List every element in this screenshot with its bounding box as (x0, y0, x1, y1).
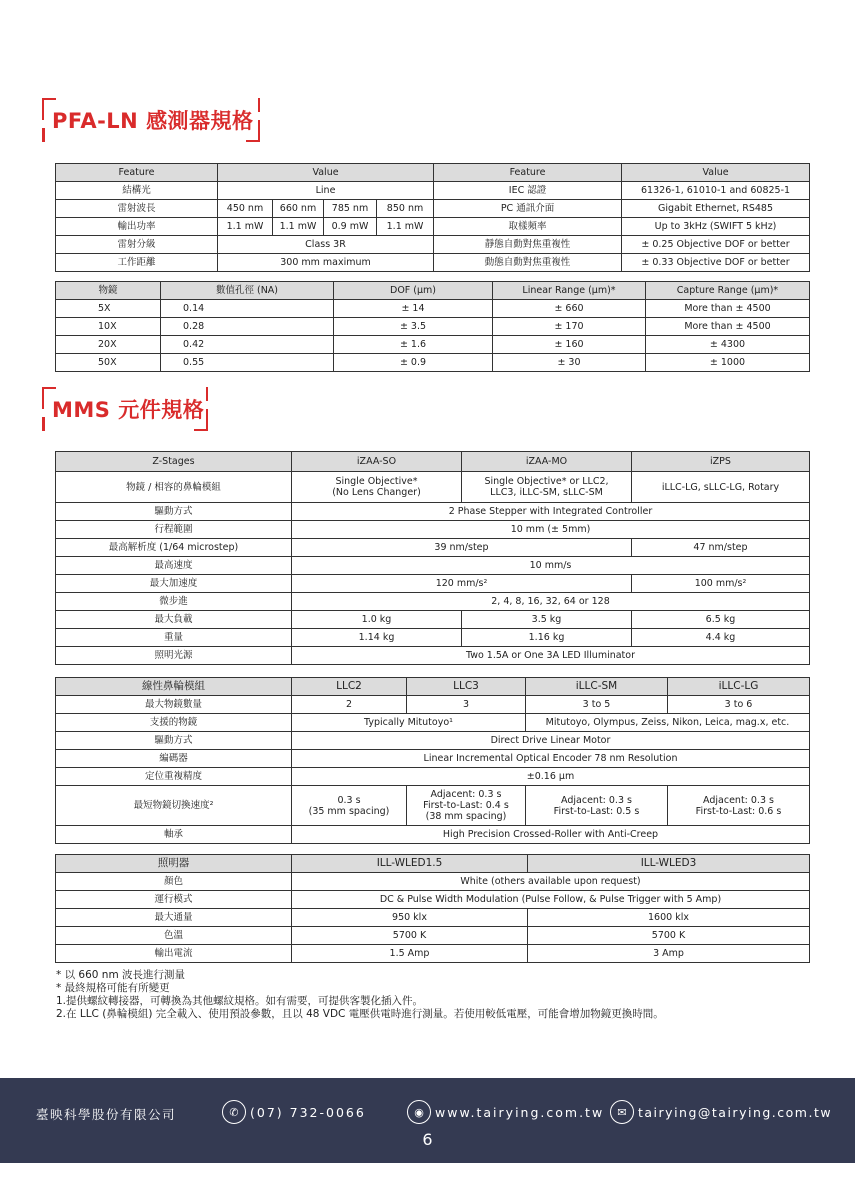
col-header: Feature (434, 164, 622, 182)
col-header: LLC2 (292, 678, 407, 696)
cell: 1.14 kg (292, 629, 462, 647)
cell: 10 mm/s (292, 557, 810, 575)
email-link[interactable] (610, 1100, 832, 1124)
row-label: 取樣頻率 (434, 218, 622, 236)
row-label: 重量 (56, 629, 292, 647)
cell: 3.5 kg (462, 611, 632, 629)
cell: Single Objective* or LLC2, LLC3, iLLC-SM, sLLC-SM (462, 472, 632, 503)
footnotes (56, 969, 664, 1021)
col-header: 物鏡 (56, 282, 161, 300)
row-label: 工作距離 (56, 254, 218, 272)
col-header: Z-Stages (56, 452, 292, 472)
cell: 47 nm/step (632, 539, 810, 557)
col-header: Value (218, 164, 434, 182)
cell: 0.9 mW (324, 218, 377, 236)
cell: Gigabit Ethernet, RS485 (622, 200, 810, 218)
footnote: * 以 660 nm 波長進行測量 (56, 969, 186, 981)
cell: Direct Drive Linear Motor (292, 732, 810, 750)
col-header: ILL-WLED1.5 (292, 855, 528, 873)
row-label: 最大通量 (56, 909, 292, 927)
cell: 3 to 6 (668, 696, 810, 714)
cell: iLLC-LG, sLLC-LG, Rotary (632, 472, 810, 503)
row-label: 定位重複精度 (56, 768, 292, 786)
cell: 2 (292, 696, 407, 714)
footnote: 2.在 LLC (鼻輪模組) 完全載入、使用預設參數，且以 48 VDC 電壓供電時進行測量。若使用較低電壓，可能會增加物鏡更換時間。 (56, 1008, 664, 1020)
cell: 6.5 kg (632, 611, 810, 629)
row-label: 驅動方式 (56, 732, 292, 750)
cell: ± 160 (493, 336, 646, 354)
cell: Linear Incremental Optical Encoder 78 nm Resolution (292, 750, 810, 768)
cell: ±0.16 µm (292, 768, 810, 786)
cell: 5700 K (292, 927, 528, 945)
illuminator-table (55, 854, 810, 963)
row-label: 最大加速度 (56, 575, 292, 593)
cell: 1.5 Amp (292, 945, 528, 963)
cell: ± 0.9 (334, 354, 493, 372)
col-header: iZAA-MO (462, 452, 632, 472)
globe-icon: ◉ (407, 1100, 431, 1124)
row-label: 輸出電流 (56, 945, 292, 963)
zstages-table (55, 451, 810, 665)
col-header: 照明器 (56, 855, 292, 873)
cell: 0.42 (161, 336, 334, 354)
page-number: 6 (422, 1130, 433, 1149)
col-header: 數值孔徑 (NA) (161, 282, 334, 300)
phone-icon: ✆ (222, 1100, 246, 1124)
col-header: 線性鼻輪模組 (56, 678, 292, 696)
company-name: 臺映科學股份有限公司 (36, 1107, 177, 1122)
cell: 950 klx (292, 909, 528, 927)
cell: 10X (56, 318, 161, 336)
website-url: www.tairying.com.tw (435, 1104, 605, 1120)
row-label: 色溫 (56, 927, 292, 945)
cell: 4.4 kg (632, 629, 810, 647)
cell: ± 170 (493, 318, 646, 336)
cell: Adjacent: 0.3 s First-to-Last: 0.4 s (38 mm spacing) (407, 786, 526, 826)
row-label: 微步進 (56, 593, 292, 611)
cell: High Precision Crossed-Roller with Anti-Creep (292, 826, 810, 844)
cell: 850 nm (377, 200, 434, 218)
row-label: 物鏡 / 相容的鼻輪模組 (56, 472, 292, 503)
footer (0, 1078, 855, 1163)
cell: 1600 klx (528, 909, 810, 927)
cell: 1.1 mW (273, 218, 324, 236)
cell: ± 3.5 (334, 318, 493, 336)
row-label: 雷射波長 (56, 200, 218, 218)
cell: 5X (56, 300, 161, 318)
cell: 660 nm (273, 200, 324, 218)
row-label: 最高解析度 (1/64 microstep) (56, 539, 292, 557)
cell: Single Objective* (No Lens Changer) (292, 472, 462, 503)
row-label: 動態自動對焦重複性 (434, 254, 622, 272)
cell: 20X (56, 336, 161, 354)
row-label: IEC 認證 (434, 182, 622, 200)
cell: 1.16 kg (462, 629, 632, 647)
col-header: iZAA-SO (292, 452, 462, 472)
cell: ± 30 (493, 354, 646, 372)
col-header: DOF (µm) (334, 282, 493, 300)
row-label: 雷射分級 (56, 236, 218, 254)
col-header: iLLC-LG (668, 678, 810, 696)
cell: Adjacent: 0.3 s First-to-Last: 0.6 s (668, 786, 810, 826)
cell: 3 (407, 696, 526, 714)
col-header: Feature (56, 164, 218, 182)
cell: ± 4300 (646, 336, 810, 354)
row-label: 顏色 (56, 873, 292, 891)
cell: Line (218, 182, 434, 200)
cell: 0.14 (161, 300, 334, 318)
nosepiece-table (55, 677, 810, 844)
cell: White (others available upon request) (292, 873, 810, 891)
cell: 1.1 mW (218, 218, 273, 236)
mms-heading (42, 387, 208, 431)
cell: ± 14 (334, 300, 493, 318)
cell: ± 0.25 Objective DOF or better (622, 236, 810, 254)
cell: More than ± 4500 (646, 318, 810, 336)
row-label: 最短物鏡切換速度² (56, 786, 292, 826)
cell: 0.28 (161, 318, 334, 336)
cell: 450 nm (218, 200, 273, 218)
cell: ± 1.6 (334, 336, 493, 354)
cell: 3 Amp (528, 945, 810, 963)
pfa-heading (42, 98, 260, 142)
cell: 1.1 mW (377, 218, 434, 236)
col-header: Capture Range (µm)* (646, 282, 810, 300)
website-link[interactable] (407, 1100, 604, 1124)
row-label: 靜態自動對焦重複性 (434, 236, 622, 254)
col-header: iLLC-SM (526, 678, 668, 696)
footnote: 1.提供螺紋轉接器，可轉換為其他螺紋規格。如有需要，可提供客製化插入件。 (56, 995, 424, 1007)
cell: 1.0 kg (292, 611, 462, 629)
row-label: 最高速度 (56, 557, 292, 575)
cell: 5700 K (528, 927, 810, 945)
row-label: 驅動方式 (56, 503, 292, 521)
cell: 2, 4, 8, 16, 32, 64 or 128 (292, 593, 810, 611)
row-label: 輸出功率 (56, 218, 218, 236)
cell: ± 660 (493, 300, 646, 318)
cell: Mitutoyo, Olympus, Zeiss, Nikon, Leica, mag.x, etc. (526, 714, 810, 732)
row-label: 照明光源 (56, 647, 292, 665)
cell: 2 Phase Stepper with Integrated Controller (292, 503, 810, 521)
cell: 10 mm (± 5mm) (292, 521, 810, 539)
cell: 0.55 (161, 354, 334, 372)
mms-heading-text: MMS 元件規格 (52, 398, 205, 422)
objectives-table (55, 281, 810, 372)
cell: ± 0.33 Objective DOF or better (622, 254, 810, 272)
cell: 3 to 5 (526, 696, 668, 714)
row-label: 行程範圍 (56, 521, 292, 539)
cell: Class 3R (218, 236, 434, 254)
cell: 100 mm/s² (632, 575, 810, 593)
email-address: tairying@tairying.com.tw (638, 1104, 833, 1120)
cell: ± 1000 (646, 354, 810, 372)
footnote: * 最終規格可能有所變更 (56, 982, 170, 994)
cell: 785 nm (324, 200, 377, 218)
phone-number: (07) 732-0066 (250, 1104, 366, 1120)
cell: More than ± 4500 (646, 300, 810, 318)
row-label: 最大負載 (56, 611, 292, 629)
col-header: Value (622, 164, 810, 182)
phone-link[interactable] (222, 1100, 366, 1124)
pfa-heading-text: PFA-LN 感測器規格 (52, 109, 254, 133)
row-label: 最大物鏡數量 (56, 696, 292, 714)
cell: Up to 3kHz (SWIFT 5 kHz) (622, 218, 810, 236)
row-label: 運行模式 (56, 891, 292, 909)
mail-icon: ✉ (610, 1100, 634, 1124)
cell: 39 nm/step (292, 539, 632, 557)
col-header: ILL-WLED3 (528, 855, 810, 873)
col-header: Linear Range (µm)* (493, 282, 646, 300)
cell: 50X (56, 354, 161, 372)
cell: Typically Mitutoyo¹ (292, 714, 526, 732)
row-label: PC 通訊介面 (434, 200, 622, 218)
cell: Adjacent: 0.3 s First-to-Last: 0.5 s (526, 786, 668, 826)
cell: 120 mm/s² (292, 575, 632, 593)
cell: Two 1.5A or One 3A LED Illuminator (292, 647, 810, 665)
row-label: 支援的物鏡 (56, 714, 292, 732)
row-label: 軸承 (56, 826, 292, 844)
cell: 0.3 s (35 mm spacing) (292, 786, 407, 826)
col-header: iZPS (632, 452, 810, 472)
cell: DC & Pulse Width Modulation (Pulse Follow, & Pulse Trigger with 5 Amp) (292, 891, 810, 909)
col-header: LLC3 (407, 678, 526, 696)
cell: 300 mm maximum (218, 254, 434, 272)
cell: 61326-1, 61010-1 and 60825-1 (622, 182, 810, 200)
pfa-spec-table (55, 163, 810, 272)
row-label: 編碼器 (56, 750, 292, 768)
row-label: 結構光 (56, 182, 218, 200)
